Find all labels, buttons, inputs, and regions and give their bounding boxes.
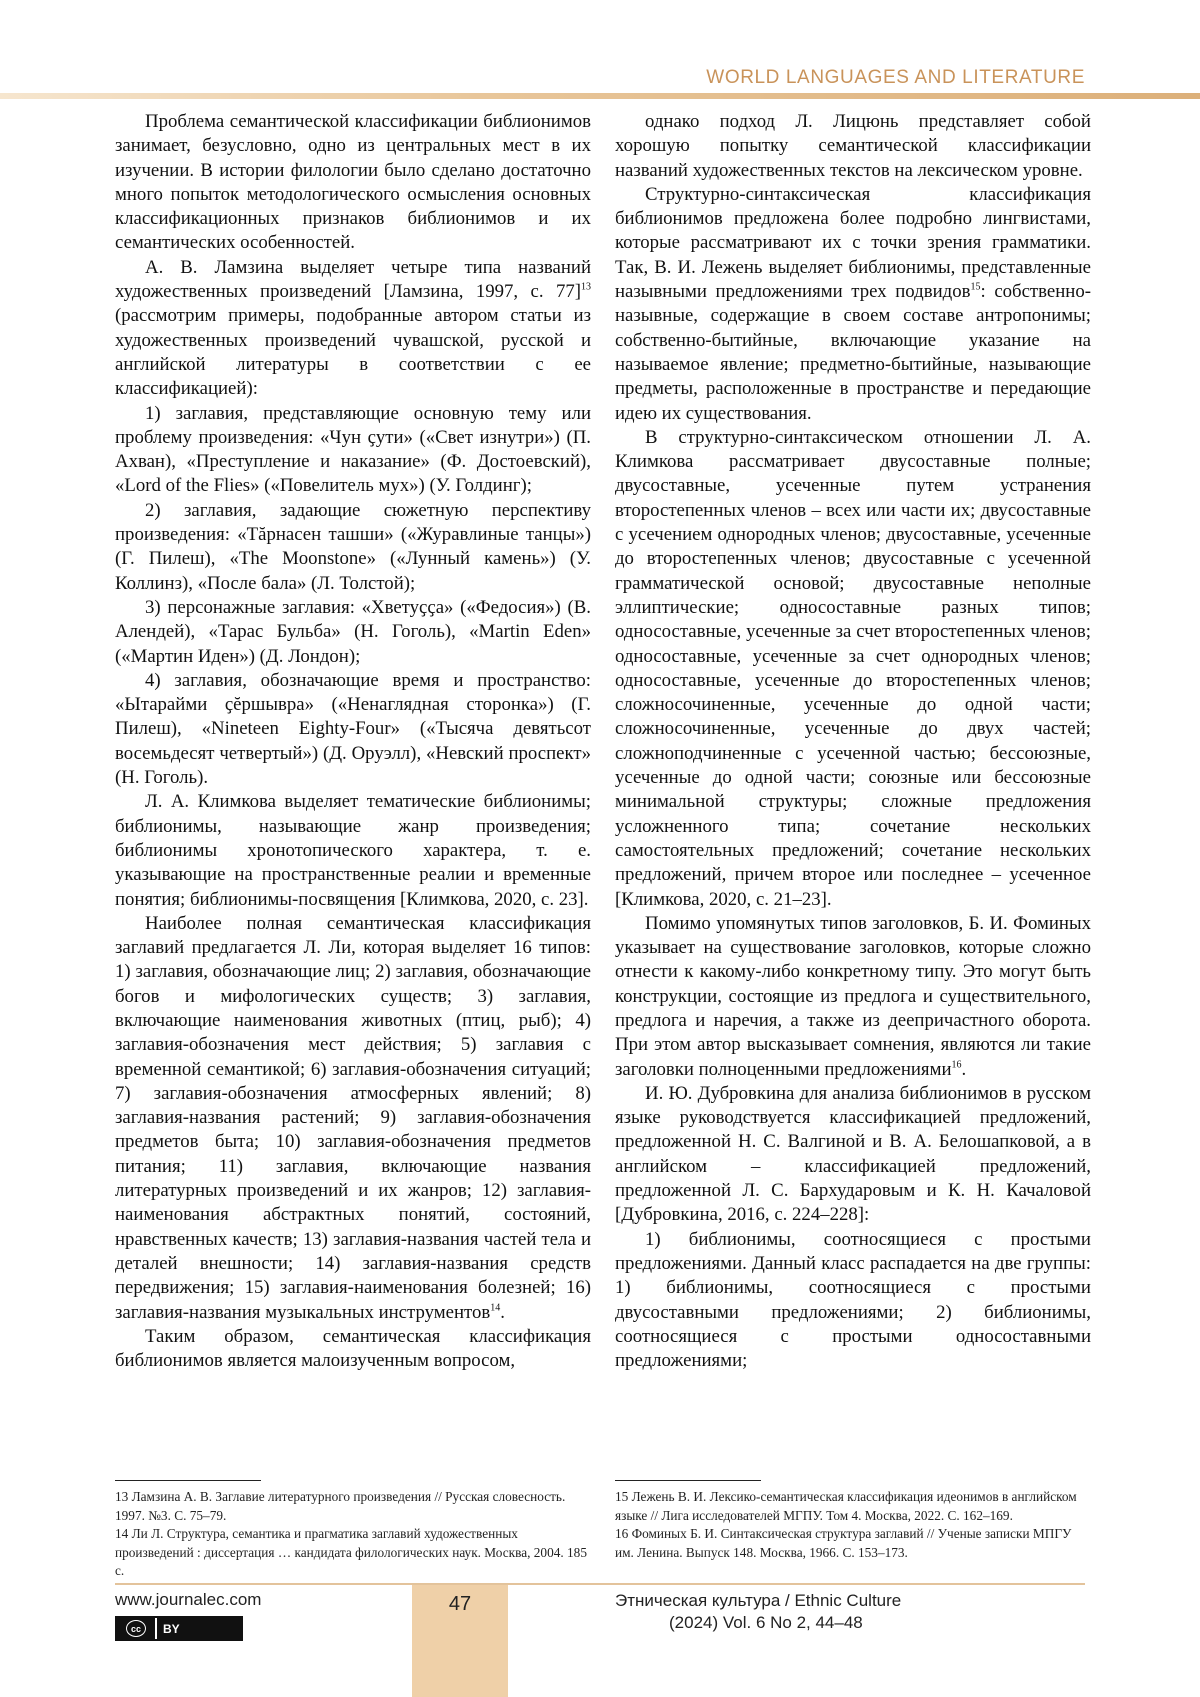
- paragraph-text: Наиболее полная семантическая классификация заглавий предлагается Л. Ли, которая выделяет 16 типов: 1) заглавия, обозначающие лиц; 2) заглавия, обозначающие богов и мифологических существ; 3) заглавия, включающие наименования животных (птиц, рыб); 4) заглавия-обозначения мест действия; 5) заглавия с временной семантикой; 6) заглавия-обозначения ситуаций; 7) заглавия-обозначения атмосферных явлений; 8) заглавия-названия растений; 9) заглавия-обозначения предметов быта; 10) заглавия-обозначения предметов питания; 11) заглавия, включающие названия литературных произведений и их жанров; 12) заглавия-наименования абстрактных понятий, состояний, нравственных качеств; 13) заглавия-названия частей тела и деталей внешности; 14) заглавия-названия средств передвижения; 15) заглавия-наименования болезней; 16) заглавия-названия музыкальных инструментов: [115, 912, 591, 1323]
- creative-commons-icon: cc: [117, 1618, 155, 1639]
- paragraph: [115, 256, 591, 402]
- paragraph: 4) заглавия, обозначающие время и пространство: «Ытарайми ҫĕршывра» («Ненаглядная сторонка») (Г. Пилеш), «Nineteen Eighty-Four» («Тысяча девятьсот восемьдесят четвертый») (Д. Оруэлл), «Невский проспект» (Н. Гоголь).: [115, 669, 591, 789]
- paragraph-text: Помимо упомянутых типов заголовков, Б. И. Фоминых указывает на существование заголовков, которые сложно отнести к какому-либо конкретному типу. Это могут быть конструкции, состоящие из предлога и существительного, предлога и наречия, а также из деепричастного оборота. При этом автор высказывает сомнения, являются ли такие заголовки полноценными предложениями: [615, 912, 1091, 1080]
- footnote-ref[interactable]: 14: [490, 1302, 501, 1314]
- journal-title: Этническая культура / Ethnic Culture: [615, 1591, 902, 1610]
- paragraph: 1) заглавия, представляющие основную тему или проблему произведения: «Чун ҫути» («Свет изнутри») (П. Ахван), «Преступление и наказание» (Ф. Достоевский), «Lord of the Flies» («Повелитель мух») (У. Голдинг);: [115, 402, 591, 497]
- paragraph: И. Ю. Дубровкина для анализа библионимов в русском языке руководствуется классификацией предложений, предложенной Н. С. Валгиной и В. А. Белошапковой, а в английском – классификацией предложений, предложенной Л. С. Бархударовым и К. Н. Качаловой [Дубровкина, 2016, с. 224–228]:: [615, 1082, 1091, 1226]
- paragraph: [115, 912, 591, 1325]
- footer-rule: [115, 1583, 1085, 1585]
- paragraph-text: .: [500, 1301, 505, 1323]
- license-by-label: BY: [157, 1618, 241, 1639]
- paragraph: [615, 912, 1091, 1082]
- paragraph-text: (рассмотрим примеры, подобранные автором статьи из художественных произведений чувашской, русской и английской литературы в соответствии с ее классификацией):: [115, 305, 591, 400]
- paragraph: 1) библионимы, соотносящиеся с простыми предложениями. Данный класс распадается на две группы: 1) библионимы, соотносящиеся с простыми двусоставными предложениями; 2) библионимы, соотносящиеся с простыми односоставными предложениями;: [615, 1228, 1091, 1372]
- section-header: WORLD LANGUAGES AND LITERATURE: [706, 67, 1085, 88]
- paragraph-text: : собственно-назывные, содержащие в своем составе антропонимы; собственно-бытийные, включающие указание на называемое явление; предметно-бытийные, называющие предметы, расположенные в пространстве и передающие идею их существования.: [615, 281, 1091, 424]
- paragraph: однако подход Л. Лицюнь представляет собой хорошую попытку семантической классификации названий художественных текстов на лексическом уровне.: [615, 111, 1091, 181]
- footnote: 16 Фоминых Б. И. Синтаксическая структура заглавий // Ученые записки МПГУ им. Ленина. Выпуск 148. Москва, 1966. С. 153–173.: [615, 1526, 1072, 1560]
- cc-by-license-badge[interactable]: [115, 1616, 243, 1641]
- paragraph: 2) заглавия, задающие сюжетную перспективу произведения: «Тăрнасен ташши» («Журавлиные танцы») (Г. Пилеш), «The Moonstone» («Лунный камень») (У. Коллинз), «После бала» (Л. Толстой);: [115, 499, 591, 594]
- left-column: [115, 110, 591, 1373]
- footnote-ref[interactable]: 13: [581, 281, 591, 293]
- paragraph: Проблема семантической классификации библионимов занимает, безусловно, одно из центральных мест в их изучении. В истории филологии было сделано достаточно много попыток методологического осмысления основных классификационных признаков библионимов и их семантических особенностей.: [115, 111, 591, 254]
- right-column: [615, 110, 1091, 1373]
- footnote: 13 Ламзина А. В. Заглавие литературного произведения // Русская словесность. 1997. №3. С. 75–79.: [115, 1489, 566, 1523]
- footnote-ref[interactable]: 15: [970, 281, 981, 293]
- footnotes-left: [115, 1488, 591, 1581]
- paragraph: 3) персонажные заглавия: «Хветуҫҫа» («Федосия») (В. Алендей), «Тарас Бульба» (Н. Гоголь), «Martin Eden» («Мартин Иден») (Д. Лондон);: [115, 596, 591, 667]
- footnote-ref[interactable]: 16: [951, 1059, 962, 1071]
- footnote: 15 Лежень В. И. Лексико-семантическая классификация идеонимов в английском языке // Лига исследователей МГПУ. Том 4. Москва, 2022. С. 162–169.: [615, 1489, 1077, 1523]
- website-link[interactable]: www.journalec.com: [115, 1590, 262, 1609]
- paragraph: Л. А. Климкова выделяет тематические библионимы; библионимы, называющие жанр произведения; библионимы хронотопического характера, т. е. указывающие на пространственные реалии и временные понятия; библионимы-посвящения [Климкова, 2020, с. 23].: [115, 791, 591, 910]
- paragraph: Таким образом, семантическая классификация библионимов является малоизученным вопросом,: [115, 1325, 591, 1372]
- header-rule: [0, 93, 1200, 99]
- page-number: 47: [448, 1593, 472, 1615]
- journal-citation: [615, 1590, 901, 1634]
- paragraph: [615, 183, 1091, 426]
- paragraph-text: А. В. Ламзина выделяет четыре типа названий художественных произведений [Ламзина, 1997, с. 77]: [115, 256, 591, 303]
- footnote-divider: [115, 1480, 261, 1481]
- footnotes-right: [615, 1488, 1091, 1562]
- paragraph: В структурно-синтаксическом отношении Л. А. Климкова рассматривает двусоставные полные; двусоставные, усеченные путем устранения второстепенных членов – всех или части их; двусоставные с усечением однородных членов; двусоставные, усеченные до второстепенных членов; двусоставные с усеченной грамматической основой; двусоставные неполные эллиптические; односоставные разных типов; односоставные, усеченные за счет второстепенных членов; односоставные, усеченные за счет однородных членов; односоставные, усеченные до второстепенных членов; сложносочиненные, усеченные до одной части; сложносочиненные, усеченные до двух частей; сложноподчиненные с усеченной частью; бессоюзные, усеченные до одной части; союзные или бессоюзные минимальной структуры; сложные предложения усложненного типа; сочетание нескольких самостоятельных предложений; сочетание нескольких предложений, причем второе или последнее – усеченное [Климкова, 2020, с. 21–23].: [615, 426, 1091, 910]
- paragraph-text: Структурно-синтаксическая классификация библионимов предложена более подробно лингвистами, которые рассматривают их с точки зрения грамматики. Так, В. И. Лежень выделяет библионимы, представленные назывными предложениями трех подвидов: [615, 183, 1091, 303]
- paragraph-text: .: [961, 1058, 967, 1080]
- footnote: 14 Ли Л. Структура, семантика и прагматика заглавий художественных произведений : диссертация … кандидата филологических наук. Москва, 2004. 185 с.: [115, 1526, 587, 1578]
- footnote-divider: [615, 1480, 761, 1481]
- journal-volume: (2024) Vol. 6 No 2, 44–48: [669, 1613, 863, 1632]
